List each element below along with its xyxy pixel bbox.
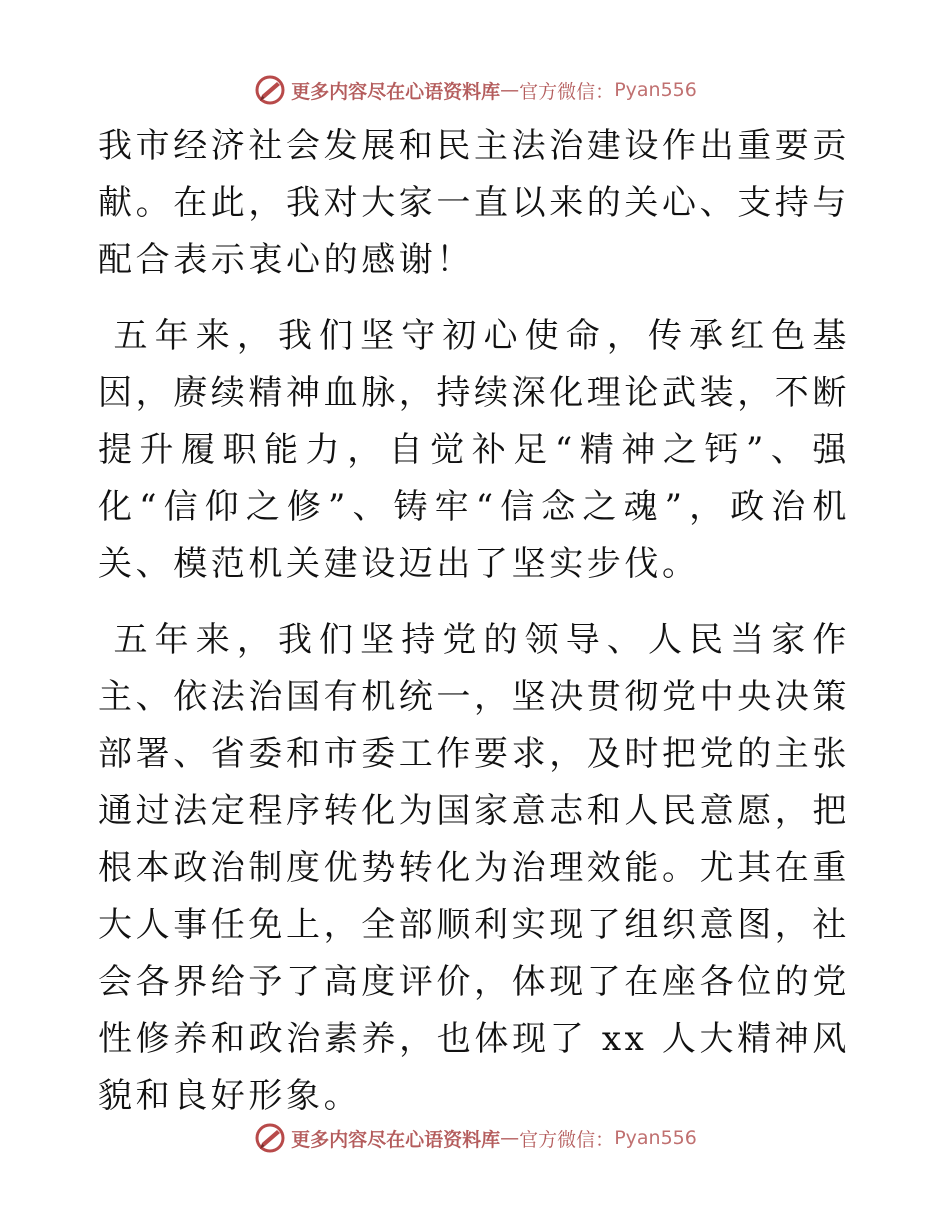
paragraph-3 [98, 612, 850, 1125]
watermark-separator: — [500, 1127, 520, 1149]
watermark-brand-text: 更多内容尽在心语资料库 [291, 1128, 501, 1151]
watermark-wechat-label: 官方微信： [519, 80, 615, 103]
watermark-brand-text: 更多内容尽在心语资料库 [291, 80, 501, 103]
watermark-wechat-label: 官方微信： [519, 1128, 615, 1151]
paragraph-2-text: 五年来，我们坚守初心使命，传承红色基因，赓续精神血脉，持续深化理论武装，不断提升履职能力，自觉补足“精神之钙”、强化“信仰之修”、铸牢“信念之魂”，政治机关、模范机关建设迈出了坚实步伐。 [98, 316, 850, 584]
header-watermark [0, 70, 950, 110]
pen-circle-logo-icon [253, 73, 287, 107]
paragraph-2 [98, 308, 850, 593]
footer-watermark [0, 1118, 950, 1158]
paragraph-3-text: 五年来，我们坚持党的领导、人民当家作主、依法治国有机统一，坚决贯彻党中央决策部署、省委和市委工作要求，及时把党的主张通过法定程序转化为国家意志和人民意愿，把根本政治制度优势转化为治理效能。尤其在重大人事任免上，全部顺利实现了组织意图，社会各界给予了高度评价，体现了在座各位的党性修养和政治素养，也体现了 xx 人大精神风貌和良好形象。 [98, 620, 850, 1116]
watermark-wechat-id: Pyan556 [614, 79, 697, 101]
watermark-wechat-id: Pyan556 [614, 1127, 697, 1149]
paragraph-1 [98, 118, 850, 289]
pen-circle-logo-icon [253, 1121, 287, 1155]
paragraph-1-text: 我市经济社会发展和民主法治建设作出重要贡献。在此，我对大家一直以来的关心、支持与配合表示衷心的感谢！ [98, 126, 850, 280]
watermark-separator: — [500, 79, 520, 101]
document-body [98, 118, 850, 1125]
